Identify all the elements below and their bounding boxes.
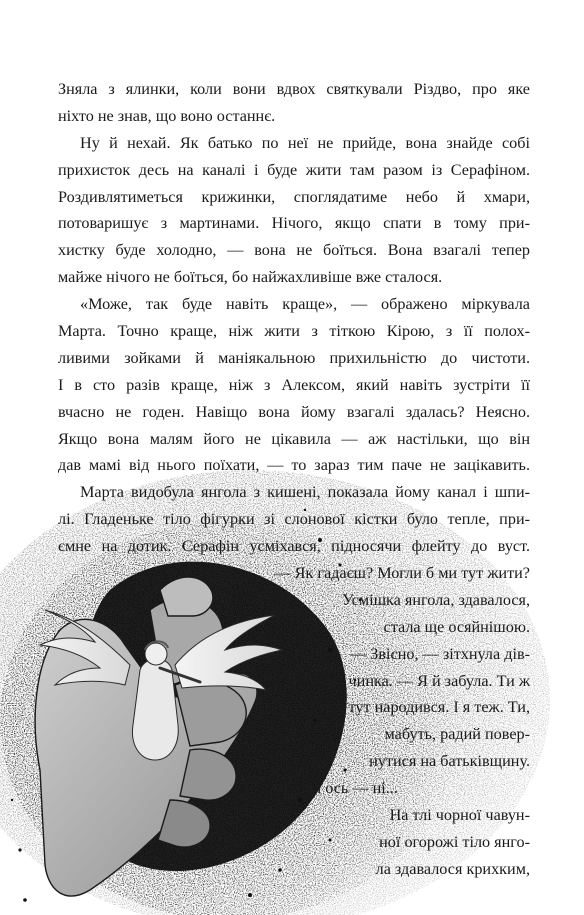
book-text (58, 76, 530, 883)
text-line-3: Ну й нехай. Як батько по неї не прийде, вона знайде собі (80, 133, 530, 152)
text-line-17: лі. Гладеньке тіло фігурки зі слонової кістки було тепле, при- (58, 510, 530, 529)
text-line-6: потоваришує з мартинами. Нічого, якщо спати в тому при- (58, 214, 530, 233)
text-line-10: Марта. Точно краще, ніж жити з тіткою Кірою, з її полох- (58, 322, 530, 341)
text-line-5: Роздивлятиметься крижинки, споглядатиме небо й хмари, (58, 187, 530, 206)
text-line-13: вчасно не годен. Навіщо вона йому взагалі здалась? Неясно. (58, 402, 530, 421)
text-line-18: ємне на дотик. Серафін усміхався, підносячи флейту до вуст. (58, 537, 530, 556)
text-line-4: прихисток десь на каналі і буде жити там разом із Серафіном. (58, 160, 530, 179)
text-line-8: майже нічого не боїться, бо найжахливіше вже сталося. (58, 268, 443, 287)
text-line-16: Марта видобула янгола з кишені, показала йому канал і шпи- (80, 483, 530, 502)
text-line-20: Усмішка янгола, здавалося, (342, 590, 530, 609)
text-line-19: — Як гадаєш? Могли б ми тут жити? (274, 564, 530, 583)
text-line-12: І в сто разів краще, ніж з Алексом, який навіть зустріти її (58, 375, 530, 394)
text-line-2: ніхто не знав, що воно останнє. (58, 106, 276, 125)
text-line-7: хистку буде холодно, — вона не боїться. Вона взагалі тепер (58, 241, 530, 260)
text-line-9: «Може, так буде навіть краще», — ображено міркувала (80, 295, 530, 314)
text-line-27: А я ось — ні... (298, 779, 398, 798)
text-line-24: тут народився. І я теж. Ти, (348, 698, 530, 717)
text-line-1: Зняла з ялинки, коли вони вдвох святкували Різдво, про яке (58, 80, 530, 98)
text-line-15: дав мамі від нього поїхати, — то зараз тим паче не зацікавить. (58, 456, 530, 475)
text-line-11: ливими зойками й маніякальною прихильністю до чистоти. (58, 348, 530, 367)
text-line-23: чинка. — Я й забула. Ти ж (348, 671, 530, 690)
text-line-29: ної огорожі тіло янго- (379, 832, 530, 851)
text-line-25: мабуть, радий повер- (384, 725, 530, 744)
text-line-21: стала ще осяйнішою. (383, 617, 530, 636)
text-line-22: — Звісно, — зітхнула дів- (350, 644, 530, 663)
text-line-28: На тлі чорної чавун- (389, 806, 530, 825)
text-line-14: Якщо вона малям його не цікавила — аж настільки, що він (58, 429, 530, 448)
text-line-26: нутися на батьківщину. (369, 752, 530, 771)
text-line-30: ла здавалося крихким, (375, 859, 530, 878)
